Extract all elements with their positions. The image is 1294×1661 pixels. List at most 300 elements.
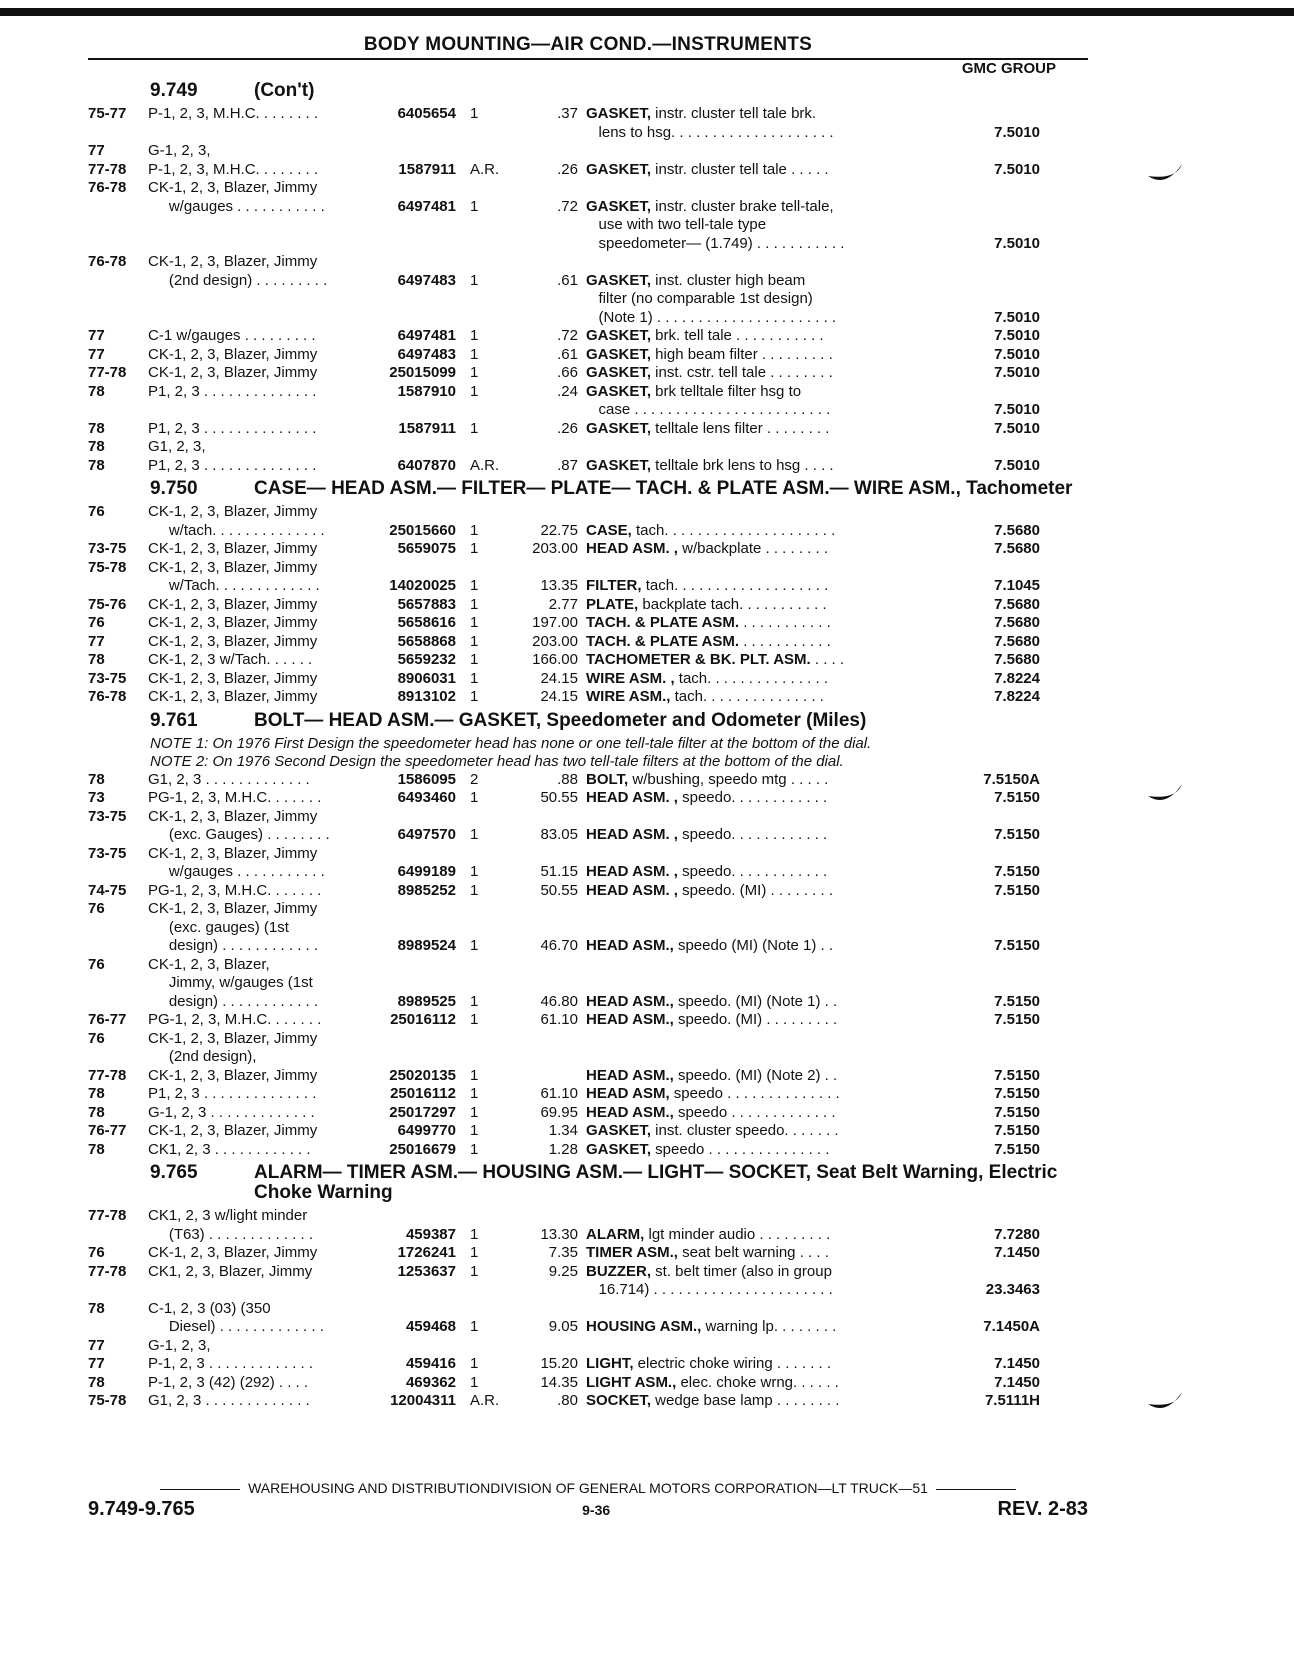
application [148,290,356,309]
group-number [936,845,1040,864]
application: G1, 2, 3, [148,438,206,455]
quantity: 1 [470,1373,479,1391]
part-number: 5659232 [397,651,456,668]
model-years: 77-78 [88,364,127,381]
model-years: 76 [88,1244,105,1261]
description [578,142,936,161]
application [148,309,356,328]
application: w/tach. . . . . . . . . . . . . . [148,521,325,539]
part-number: 6499189 [397,863,456,880]
description [578,596,936,615]
quantity: 1 [470,1355,479,1372]
part-number [356,438,456,457]
application: w/gauges . . . . . . . . . . . [148,197,325,215]
quantity: 1 [470,826,479,843]
application: (2nd design), [148,1048,257,1065]
part-number [356,1207,456,1226]
application: (2nd design) . . . . . . . . . [148,271,328,289]
part-detail: filter (no comparable 1st design) [586,290,813,307]
part-detail: telltale lens filter . . . . . . . . [651,419,830,437]
price: 50.55 [540,881,578,899]
price: .24 [557,382,578,400]
price: 166.00 [532,651,578,668]
model-years: 77 [88,345,105,363]
part-number: 6497483 [397,271,456,289]
price: 22.75 [540,521,578,539]
part-number: 25015660 [389,521,456,539]
group-number: 7.1045 [994,577,1040,594]
part-name: BUZZER, [586,1262,651,1280]
model-years: 73-75 [88,844,127,862]
application: CK-1, 2, 3, Blazer, Jimmy [148,1122,318,1139]
price: .66 [557,364,578,381]
part-number: 25016112 [390,1085,456,1102]
part-name: SOCKET, [586,1392,652,1409]
price [496,216,578,235]
part-row [88,771,1088,790]
description [578,309,936,328]
group-number: 7.7280 [994,1225,1040,1243]
model-years: 77 [88,1355,105,1372]
quantity: 1 [470,595,479,613]
section-title: CASE— HEAD ASM.— FILTER— PLATE— TACH. & PLATE ASM.— WIRE ASM., Tachometer [254,478,1073,499]
part-number: 6499770 [397,1122,456,1139]
part-number [356,401,456,420]
description [578,1048,936,1067]
description [578,789,936,808]
application: design) . . . . . . . . . . . . [148,992,319,1010]
description [578,974,936,993]
group-number: 23.3463 [985,1281,1040,1298]
group-number: 7.5010 [994,401,1040,418]
part-number: 459416 [405,1355,456,1372]
part-detail: high beam filter . . . . . . . . . [651,345,833,363]
part-row [88,956,1088,975]
price: 203.00 [532,540,578,557]
application: CK1, 2, 3 . . . . . . . . . . . . [148,1140,311,1158]
application: CK-1, 2, 3, Blazer, Jimmy [148,632,318,650]
section-heading [88,711,1088,731]
part-number: 25016679 [389,1140,456,1158]
model-years: 78 [88,770,105,788]
group-number [936,1337,1040,1356]
part-name: GASKET, [586,364,652,381]
price: 13.35 [540,577,578,594]
page-footer [88,1480,1088,1521]
binder-hole-mark [1146,782,1184,804]
model-years: 73-75 [88,540,127,557]
model-years [88,522,148,541]
quantity: 1 [470,327,479,344]
quantity: 1 [470,881,479,899]
part-detail: tach. . . . . . . . . . . . . . . [674,669,828,687]
quantity [456,290,496,309]
part-number: 25020135 [389,1066,456,1084]
price: 1.34 [548,1122,578,1139]
model-years: 78 [88,1140,105,1158]
part-detail: instr. cluster brake tell-tale, [651,197,834,215]
model-years: 76 [88,900,105,917]
part-name: HEAD ASM., [586,937,674,954]
part-row [88,253,1088,272]
application: CK1, 2, 3 w/light minder [148,1207,308,1224]
part-name: BOLT, [586,770,629,788]
price [496,290,578,309]
quantity: 2 [470,770,479,788]
price: .61 [557,271,578,289]
model-years: 76 [88,614,105,631]
part-name: HEAD ASM., [586,1103,674,1121]
part-number [356,253,456,272]
part-row [88,540,1088,559]
price: 61.10 [540,1011,578,1028]
group-number [936,808,1040,827]
price: 197.00 [532,614,578,631]
part-number: 5657883 [397,595,456,613]
page-title: BODY MOUNTING—AIR COND.—INSTRUMENTS [363,34,813,55]
quantity: 1 [470,271,479,289]
part-number [356,503,456,522]
model-years: 76 [88,1029,105,1047]
part-number: 6497570 [397,826,456,843]
section-heading [88,1163,1088,1203]
model-years: 75-78 [88,1392,127,1409]
price [496,1281,578,1300]
description [578,1244,936,1263]
description [578,651,936,670]
part-detail: wedge base lamp . . . . . . . . [651,1392,840,1409]
description [578,633,936,652]
price: 51.15 [540,863,578,880]
part-number: 8906031 [397,669,456,687]
section-note: NOTE 1: On 1976 First Design the speedometer head has none or one tell-tale filter at the bottom of the dial. [150,734,872,752]
group-number: 7.5150 [994,789,1040,806]
part-detail: instr. cluster tell tale . . . . . [651,160,829,178]
price: 9.05 [548,1318,578,1335]
quantity: 1 [470,345,479,363]
price: 69.95 [540,1103,578,1121]
description [578,540,936,559]
footer-dash [936,1489,1016,1490]
application: C-1, 2, 3 (03) (350 [148,1299,271,1317]
footer-bottom [88,1498,1088,1521]
part-number: 1587911 [398,160,456,178]
application: CK-1, 2, 3, Blazer, Jimmy [148,688,318,705]
application: CK1, 2, 3, Blazer, Jimmy [148,1262,313,1280]
description [578,1104,936,1123]
price: 46.80 [540,992,578,1010]
description [578,457,936,476]
application: C-1 w/gauges . . . . . . . . . [148,327,316,344]
description [578,401,936,420]
section-heading [88,81,1088,101]
description [578,771,936,790]
model-years [88,124,148,143]
application: G1, 2, 3 . . . . . . . . . . . . . [148,770,310,788]
part-row [88,1104,1088,1123]
model-years: 78 [88,419,105,437]
model-years: 77 [88,142,105,159]
description [578,670,936,689]
part-number: 1253637 [397,1262,456,1280]
model-years [88,974,148,993]
part-number [356,1048,456,1067]
price: 50.55 [540,789,578,806]
part-number: 6405654 [397,105,456,122]
model-years: 75-77 [88,105,127,122]
description [578,1337,936,1356]
part-row [88,596,1088,615]
quantity: 1 [470,419,479,437]
part-detail: inst. cluster high beam [651,271,806,289]
description [578,1030,936,1049]
part-detail: tach. . . . . . . . . . . . . . . [670,688,824,705]
price [496,253,578,272]
part-detail: 16.714) . . . . . . . . . . . . . . . . . . . . . . [586,1281,833,1298]
group-number: 7.5010 [994,160,1040,178]
part-row [88,364,1088,383]
application: CK-1, 2, 3, Blazer, Jimmy [148,844,318,862]
price [496,1048,578,1067]
description [578,919,936,938]
part-name: HEAD ASM., [586,1011,674,1028]
price [496,438,578,457]
section-number: 9.749 [150,80,198,101]
part-number [356,290,456,309]
application: G-1, 2, 3 . . . . . . . . . . . . . [148,1103,315,1121]
price [496,974,578,993]
top-border-bar [0,8,1294,16]
part-row [88,522,1088,541]
model-years [88,919,148,938]
price: .72 [557,327,578,344]
part-detail: (Note 1) . . . . . . . . . . . . . . . . . . . . . . [586,308,837,326]
part-number [356,142,456,161]
quantity [456,124,496,143]
price [496,1207,578,1226]
application: CK-1, 2, 3, Blazer, Jimmy [148,1066,318,1084]
binder-hole-mark [1146,1390,1184,1412]
description [578,272,936,291]
part-row [88,309,1088,328]
part-detail: inst. cstr. tell tale . . . . . . . . [651,364,833,381]
price [496,142,578,161]
part-detail: . . . . . . . . . . . [739,614,831,631]
part-number: 8989525 [397,992,456,1010]
parts-sections [88,81,1088,1411]
application: CK-1, 2, 3, Blazer, Jimmy [148,1029,318,1047]
section-note: NOTE 2: On 1976 Second Design the speedometer head has two tell-tale filters at the bottom of the dial. [150,752,844,770]
description [578,1374,936,1393]
part-detail: lgt minder audio . . . . . . . . . [644,1225,831,1243]
quantity: 1 [470,1066,479,1084]
part-row [88,235,1088,254]
group-number: 7.5010 [994,419,1040,437]
price: 24.15 [540,669,578,687]
group-number [936,1263,1040,1282]
description [578,559,936,578]
part-row [88,993,1088,1012]
description [578,383,936,402]
part-number: 1587910 [397,382,456,400]
quantity [456,438,496,457]
group-number [936,216,1040,235]
part-row [88,633,1088,652]
part-number: 5658616 [397,614,456,631]
description [578,1122,936,1141]
group-number: 7.5680 [994,614,1040,631]
part-row [88,1263,1088,1282]
description [578,900,936,919]
part-number: 6497481 [397,197,456,215]
price: 1.28 [548,1140,578,1158]
part-number: 459468 [405,1318,456,1335]
part-detail: lens to hsg. . . . . . . . . . . . . . . . . . . . [586,123,834,141]
price: .61 [557,345,578,363]
description [578,327,936,346]
price [496,503,578,522]
price: 13.30 [540,1225,578,1243]
application: P-1, 2, 3 . . . . . . . . . . . . . [148,1355,314,1372]
part-number: 1586095 [397,770,456,788]
part-number: 1726241 [397,1244,456,1261]
price [496,1300,578,1319]
description [578,105,936,124]
model-years: 73 [88,789,105,806]
model-years: 77-78 [88,160,127,178]
part-row [88,1226,1088,1245]
part-row [88,198,1088,217]
part-name: LIGHT ASM., [586,1373,677,1391]
part-name: HEAD ASM, [586,1085,670,1102]
quantity [456,956,496,975]
quantity: A.R. [470,456,500,474]
application: P1, 2, 3 . . . . . . . . . . . . . . [148,419,317,437]
price [496,401,578,420]
application: CK-1, 2, 3, Blazer, Jimmy [148,364,318,381]
quantity: 1 [470,1318,479,1335]
model-years: 77 [88,632,105,650]
description [578,1281,936,1300]
part-row [88,179,1088,198]
description [578,503,936,522]
group-number [936,179,1040,198]
group-number: 7.5111H [984,1392,1040,1409]
group-number: 7.1450 [994,1373,1040,1391]
part-detail: inst. cluster speedo. . . . . . . [651,1122,839,1139]
quantity: 1 [470,863,479,880]
part-number [356,309,456,328]
part-detail: tach. . . . . . . . . . . . . . . . . . . . . [631,521,836,539]
group-number: 7.5150 [994,881,1040,899]
quantity: 1 [470,669,479,687]
part-number [356,179,456,198]
part-row [88,401,1088,420]
application: PG-1, 2, 3, M.H.C. . . . . . . [148,881,322,899]
group-number: 7.5010 [994,364,1040,381]
quantity: 1 [470,1085,479,1102]
quantity: 1 [470,1140,479,1158]
part-detail: tach. . . . . . . . . . . . . . . . . . . [641,577,829,594]
price [496,1337,578,1356]
part-row [88,1207,1088,1226]
part-detail: speedo. . . . . . . . . . . . [677,863,828,880]
part-number [356,1300,456,1319]
part-name: WIRE ASM. , [586,669,675,687]
part-detail: case . . . . . . . . . . . . . . . . . . . . . . . . [586,401,831,418]
part-name: HEAD ASM., [586,1066,674,1084]
quantity [456,808,496,827]
model-years [88,863,148,882]
part-detail: speedo . . . . . . . . . . . . . [673,1103,836,1121]
group-number: 7.5150 [994,1066,1040,1084]
part-name: TIMER ASM., [586,1244,678,1261]
application: P-1, 2, 3, M.H.C. . . . . . . . [148,105,319,122]
application: CK-1, 2, 3, Blazer, Jimmy [148,900,318,917]
model-years: 78 [88,1299,105,1317]
description [578,1011,936,1030]
footer-publisher: WAREHOUSING AND DISTRIBUTIONDIVISION OF GENERAL MOTORS CORPORATION—LT TRUCK—51 [248,1480,928,1496]
part-detail: backplate tach. . . . . . . . . . . [638,595,827,613]
part-number: 8985252 [397,881,456,899]
part-row [88,614,1088,633]
part-number [356,559,456,578]
part-name: GASKET, [586,456,652,474]
model-years: 76-78 [88,179,127,196]
description [578,1207,936,1226]
model-years: 74-75 [88,881,127,899]
part-row [88,272,1088,291]
group-number [936,503,1040,522]
part-row [88,457,1088,476]
group-number [936,1207,1040,1226]
model-years: 78 [88,438,105,455]
part-name: HEAD ASM., [586,992,674,1010]
part-name: CASE, [586,521,632,539]
quantity [456,1207,496,1226]
application: CK-1, 2, 3, Blazer, Jimmy [148,595,318,613]
model-years: 78 [88,1085,105,1102]
quantity: A.R. [470,160,500,178]
part-name: GASKET, [586,382,652,400]
part-number: 6497481 [397,327,456,344]
part-row [88,1300,1088,1319]
part-number: 14020025 [389,577,456,594]
model-years: 76 [88,955,105,973]
model-years [88,309,148,328]
application: G-1, 2, 3, [148,1336,211,1354]
group-number: 7.1450A [983,1318,1040,1335]
quantity [456,1048,496,1067]
part-row [88,327,1088,346]
part-row [88,577,1088,596]
part-name: GASKET, [586,271,652,289]
description [578,216,936,235]
description [578,808,936,827]
part-detail: speedo. (MI) . . . . . . . . . [673,1011,838,1028]
description [578,1392,936,1411]
part-detail: electric choke wiring . . . . . . . [633,1355,832,1372]
model-years: 75-76 [88,595,127,613]
model-years [88,826,148,845]
description [578,1318,936,1337]
part-detail: st. belt timer (also in group [651,1262,832,1280]
part-row [88,142,1088,161]
part-name: HEAD ASM. , [586,863,678,880]
application: (T63) . . . . . . . . . . . . . [148,1225,314,1243]
description [578,364,936,383]
application: CK-1, 2, 3, Blazer, Jimmy [148,614,318,631]
